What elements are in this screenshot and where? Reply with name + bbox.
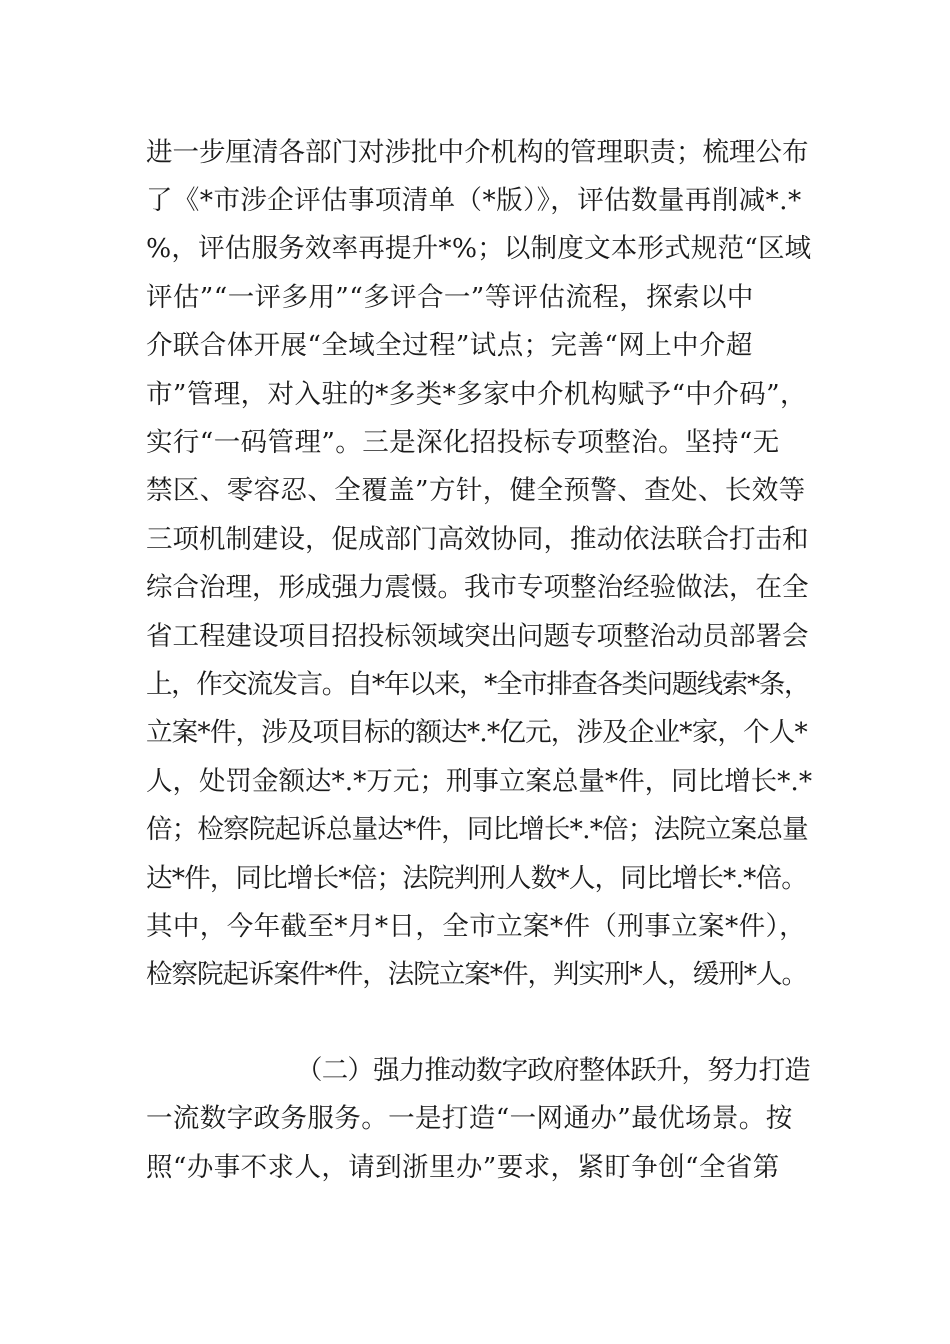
paragraph-1-line-7: 实行“一码管理”。三是深化招投标专项整治。坚持“无 (146, 427, 780, 458)
paragraph-1-line-8: 禁区、零容忍、全覆盖”方针，健全预警、查处、长效等 (146, 475, 806, 506)
paragraph-1-line-1: 进一步厘清各部门对涉批中介机构的管理职责；梳理公布 (146, 137, 809, 168)
paragraph-1-line-9: 三项机制建设，促成部门高效协同，推动依法联合打击和 (146, 524, 809, 555)
paragraph-1-line-4: 评估”“一评多用”“多评合一”等评估流程，探索以中 (146, 282, 754, 313)
paragraph-1-line-11: 省工程建设项目招投标领域突出问题专项整治动员部署会 (146, 621, 809, 652)
paragraph-1-line-5: 介联合体开展“全域全过程”试点；完善“网上中介超 (146, 330, 753, 361)
paragraph-1-line-10: 综合治理，形成强力震慑。我市专项整治经验做法，在全 (146, 572, 809, 603)
paragraph-1-line-17: 其中，今年截至*月*日，全市立案*件（刑事立案*件）， (146, 911, 807, 942)
paragraph-1-line-13: 立案*件，涉及项目标的额达*.*亿元，涉及企业*家，个人* (146, 717, 807, 748)
paragraph-1-line-12: 上，作交流发言。自*年以来，*全市排查各类问题线索*条， (146, 669, 810, 700)
paragraph-1-line-6: 市”管理，对入驻的*多类*多家中介机构赋予“中介码”， (146, 379, 807, 410)
paragraph-1-line-15: 倍；检察院起诉总量达*件，同比增长*.*倍；法院立案总量 (146, 814, 808, 845)
paragraph-1-line-14: 人，处罚金额达*.*万元；刑事立案总量*件，同比增长*.* (146, 766, 813, 797)
paragraph-1-line-16: 达*件，同比增长*倍；法院判刑人数*人，同比增长*.*倍。 (146, 863, 807, 894)
paragraph-1-line-18: 检察院起诉案件*件，法院立案*件，判实刑*人，缓刑*人。 (146, 959, 807, 990)
paragraph-1-line-3: %，评估服务效率再提升*%；以制度文本形式规范“区域 (146, 233, 812, 264)
paragraph-2-line-3: 照“办事不求人，请到浙里办”要求，紧盯争创“全省第 (146, 1152, 780, 1183)
paragraph-2-line-2: 一流数字政务服务。一是打造“一网通办”最优场景。按 (146, 1103, 793, 1134)
paragraph-2-heading-line: （二）强力推动数字政府整体跃升，努力打造 (296, 1055, 810, 1086)
paragraph-1-line-2: 了《*市涉企评估事项清单（*版）》，评估数量再削减*.* (146, 185, 802, 216)
